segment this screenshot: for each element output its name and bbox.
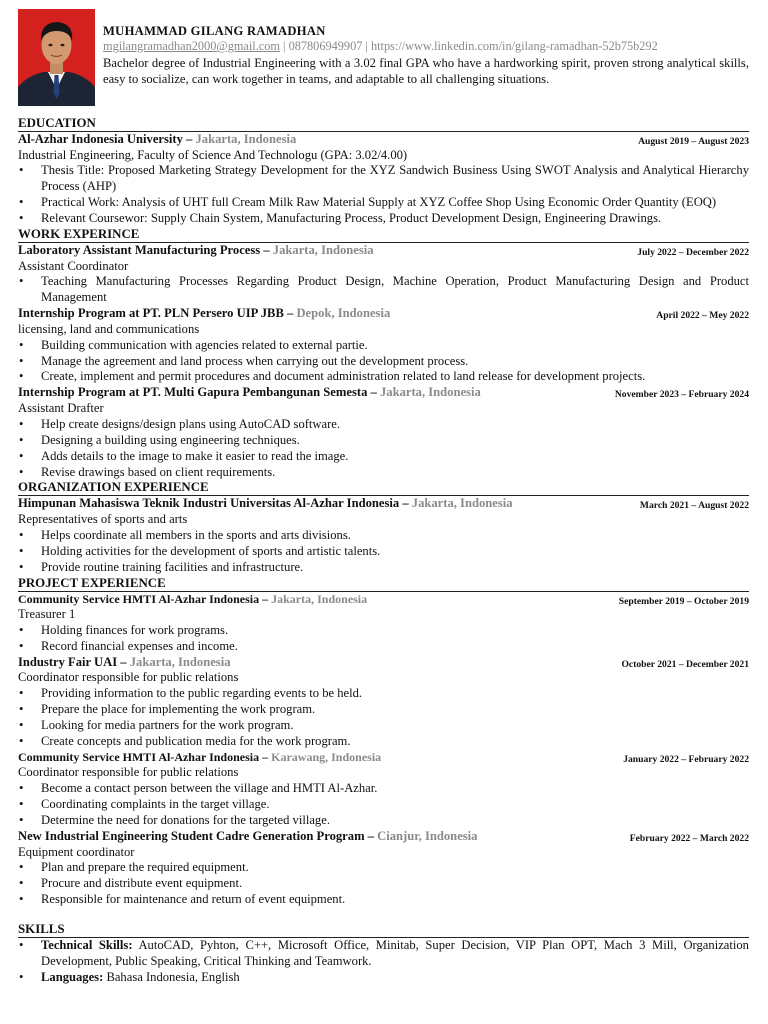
bullet-item: • Practical Work: Analysis of UHT full Cream Milk Raw Material Supply at XYZ Coffee Shop Using Economic Order Quantity (EOQ)	[18, 195, 749, 211]
profile-photo	[18, 9, 95, 106]
entry-header	[18, 496, 749, 512]
bullet-list	[18, 417, 749, 481]
project-entry	[18, 829, 749, 908]
entry-organization: Himpunan Mahasiswa Teknik Industri Universitas Al-Azhar Indonesia	[18, 496, 400, 511]
organization-entry	[18, 496, 749, 575]
education-entry	[18, 132, 749, 227]
entry-organization: Community Service HMTI Al-Azhar Indonesia	[18, 749, 260, 764]
entry-date: February 2022 – March 2022	[629, 832, 749, 844]
bullet-item: • Holding finances for work programs.	[18, 623, 749, 639]
bullet-list	[18, 528, 749, 576]
entry-dash: –	[364, 828, 378, 843]
entry-dash: –	[283, 306, 297, 321]
entry-organization: Internship Program at PT. PLN Persero UIP JBB	[18, 306, 284, 321]
resume-body	[18, 116, 749, 986]
bullet-item: • Designing a building using engineering techniques.	[18, 433, 749, 449]
bullet-list	[18, 623, 749, 655]
entry-location: Jakarta, Indonesia	[379, 385, 481, 400]
bullet-item: • Adds details to the image to make it easier to read the image.	[18, 449, 749, 465]
bullet-list	[18, 781, 749, 829]
entry-header	[18, 132, 749, 148]
bullet-list	[18, 686, 749, 750]
resume-header	[103, 24, 749, 87]
separator: |	[279, 39, 289, 53]
entry-role: Coordinator responsible for public relations	[18, 765, 239, 780]
skill-label: Technical Skills:	[41, 938, 133, 953]
section-title-organization: ORGANIZATION EXPERIENCE	[18, 480, 209, 495]
entry-date: January 2022 – February 2022	[623, 753, 749, 765]
phone-number: 087806949907	[288, 39, 363, 53]
bullet-item: • Responsible for maintenance and return of event equipment.	[18, 892, 749, 908]
bullet-list	[18, 163, 749, 227]
entry-organization: Community Service HMTI Al-Azhar Indonesia	[18, 591, 260, 606]
section-title-work: WORK EXPERINCE	[18, 227, 140, 242]
bullet-item: • Building communication with agencies related to external partie.	[18, 338, 749, 354]
entry-organization: New Industrial Engineering Student Cadre Generation Program	[18, 828, 365, 843]
entry-role: Representatives of sports and arts	[18, 512, 188, 527]
entry-header	[18, 592, 749, 608]
bullet-item: • Helps coordinate all members in the sports and arts divisions.	[18, 528, 749, 544]
entry-header	[18, 243, 749, 259]
linkedin-link[interactable]: https://www.linkedin.com/in/gilang-ramadhan-52b75b292	[370, 39, 658, 53]
entry-role: Equipment coordinator	[18, 844, 135, 859]
entry-location: Jakarta, Indonesia	[195, 132, 297, 146]
entry-role: Industrial Engineering, Faculty of Science And Technologu (GPA: 3.02/4.00)	[18, 147, 408, 162]
entry-date: April 2022 – Mey 2022	[656, 310, 749, 322]
entry-header	[18, 750, 749, 766]
entry-dash: –	[117, 654, 130, 669]
bullet-item: • Revise drawings based on client requirements.	[18, 465, 749, 481]
section-title-project: PROJECT EXPERIENCE	[18, 575, 166, 590]
entry-date: October 2021 – December 2021	[621, 658, 749, 670]
summary-text: Bachelor degree of Industrial Engineering with a 3.02 final GPA who have a hardworking spirit, proven strong analytical skills, easy to socialize, can work together in teams, and adaptable to all challenging situations.	[103, 56, 749, 86]
bullet-item: • Looking for media partners for the work program.	[18, 718, 749, 734]
bullet-item: • Create concepts and publication media for the work program.	[18, 734, 749, 750]
bullet-list	[18, 274, 749, 306]
entry-location: Jakarta, Indonesia	[411, 496, 513, 511]
entry-date: August 2019 – August 2023	[638, 136, 749, 147]
entry-role: Assistant Drafter	[18, 401, 104, 416]
entry-date: March 2021 – August 2022	[639, 500, 749, 512]
email-link[interactable]: mgilangramadhan2000@gmail.com	[103, 39, 280, 53]
entry-role: Treasurer 1	[18, 607, 76, 622]
bullet-item: • Prepare the place for implementing the work program.	[18, 702, 749, 718]
bullet-item: • Record financial expenses and income.	[18, 639, 749, 655]
entry-location: Jakarta, Indonesia	[129, 654, 231, 669]
separator: |	[362, 39, 371, 53]
entry-header	[18, 385, 749, 401]
skills-list	[18, 938, 749, 986]
bullet-item: • Teaching Manufacturing Processes Regarding Product Design, Machine Operation, Product Manufacturing Design and Product Management	[18, 274, 749, 306]
bullet-item: • Become a contact person between the village and HMTI Al-Azhar.	[18, 781, 749, 797]
skill-item	[18, 970, 749, 986]
entry-dash: –	[182, 132, 196, 146]
bullet-item: • Procure and distribute event equipment.	[18, 876, 749, 892]
entry-role: Assistant Coordinator	[18, 258, 129, 273]
candidate-name: MUHAMMAD GILANG RAMADHAN	[103, 24, 326, 38]
entry-role: licensing, land and communications	[18, 321, 200, 336]
entry-date: September 2019 – October 2019	[618, 595, 749, 607]
bullet-item: • Provide routine training facilities and infrastructure.	[18, 560, 749, 576]
bullet-item: • Thesis Title: Proposed Marketing Strategy Development for the XYZ Sandwich Business Using SWOT Analysis and Analytical Hierarchy Process (AHP)	[18, 163, 749, 195]
work-entry	[18, 385, 749, 480]
work-entry	[18, 243, 749, 306]
entry-date: July 2022 – December 2022	[637, 247, 749, 259]
bullet-item: • Providing information to the public regarding events to be held.	[18, 686, 749, 702]
project-entry	[18, 750, 749, 829]
bullet-item: • Manage the agreement and land process when carrying out the development process.	[18, 354, 749, 370]
entry-location: Jakarta, Indonesia	[272, 243, 374, 258]
profile-photo-image	[18, 9, 95, 106]
bullet-item: • Relevant Coursewor: Supply Chain System, Manufacturing Process, Product Development Design, Engineering Drawings.	[18, 211, 749, 227]
entry-organization: Industry Fair UAI	[18, 654, 118, 669]
bullet-item: • Holding activities for the development of sports and artistic talents.	[18, 544, 749, 560]
bullet-item: • Coordinating complaints in the target village.	[18, 797, 749, 813]
entry-dash: –	[260, 243, 273, 258]
entry-location: Cianjur, Indonesia	[377, 828, 478, 843]
section-title-education: EDUCATION	[18, 116, 96, 130]
entry-dash: –	[367, 385, 380, 400]
bullet-list	[18, 860, 749, 908]
bullet-item: • Determine the need for donations for the targeted village.	[18, 813, 749, 829]
entry-dash: –	[259, 749, 272, 764]
entry-role: Coordinator responsible for public relations	[18, 670, 239, 685]
entry-header	[18, 829, 749, 845]
skill-item	[18, 938, 749, 970]
entry-location: Depok, Indonesia	[296, 306, 391, 321]
entry-date: November 2023 – February 2024	[614, 389, 749, 401]
entry-organization: Laboratory Assistant Manufacturing Process	[18, 243, 261, 258]
project-entry	[18, 655, 749, 750]
project-entry	[18, 592, 749, 655]
entry-location: Karawang, Indonesia	[271, 749, 382, 764]
entry-header	[18, 655, 749, 671]
entry-header	[18, 306, 749, 322]
entry-dash: –	[399, 496, 412, 511]
skill-text: AutoCAD, Pyhton, C++, Microsoft Office, Minitab, Super Decision, VIP Plan OPT, Mach 3 Mill, Organization Development, Public Speaking, Critical Thinking and Teamwork.	[41, 938, 749, 968]
bullet-list	[18, 338, 749, 386]
section-title-skills: SKILLS	[18, 922, 65, 937]
skill-text: Bahasa Indonesia, English	[106, 969, 240, 984]
work-entry	[18, 306, 749, 385]
entry-organization: Internship Program at PT. Multi Gapura Pembangunan Semesta	[18, 385, 368, 400]
entry-dash: –	[259, 591, 272, 606]
contact-line	[103, 39, 749, 54]
bullet-item: • Create, implement and permit procedures and document administration related to land release for development projects.	[18, 369, 749, 385]
entry-location: Jakarta, Indonesia	[271, 591, 368, 606]
entry-organization: Al-Azhar Indonesia University	[18, 132, 183, 146]
spacer	[18, 908, 749, 922]
bullet-item: • Plan and prepare the required equipment.	[18, 860, 749, 876]
bullet-item: • Help create designs/design plans using AutoCAD software.	[18, 417, 749, 433]
skill-label: Languages:	[41, 969, 104, 984]
